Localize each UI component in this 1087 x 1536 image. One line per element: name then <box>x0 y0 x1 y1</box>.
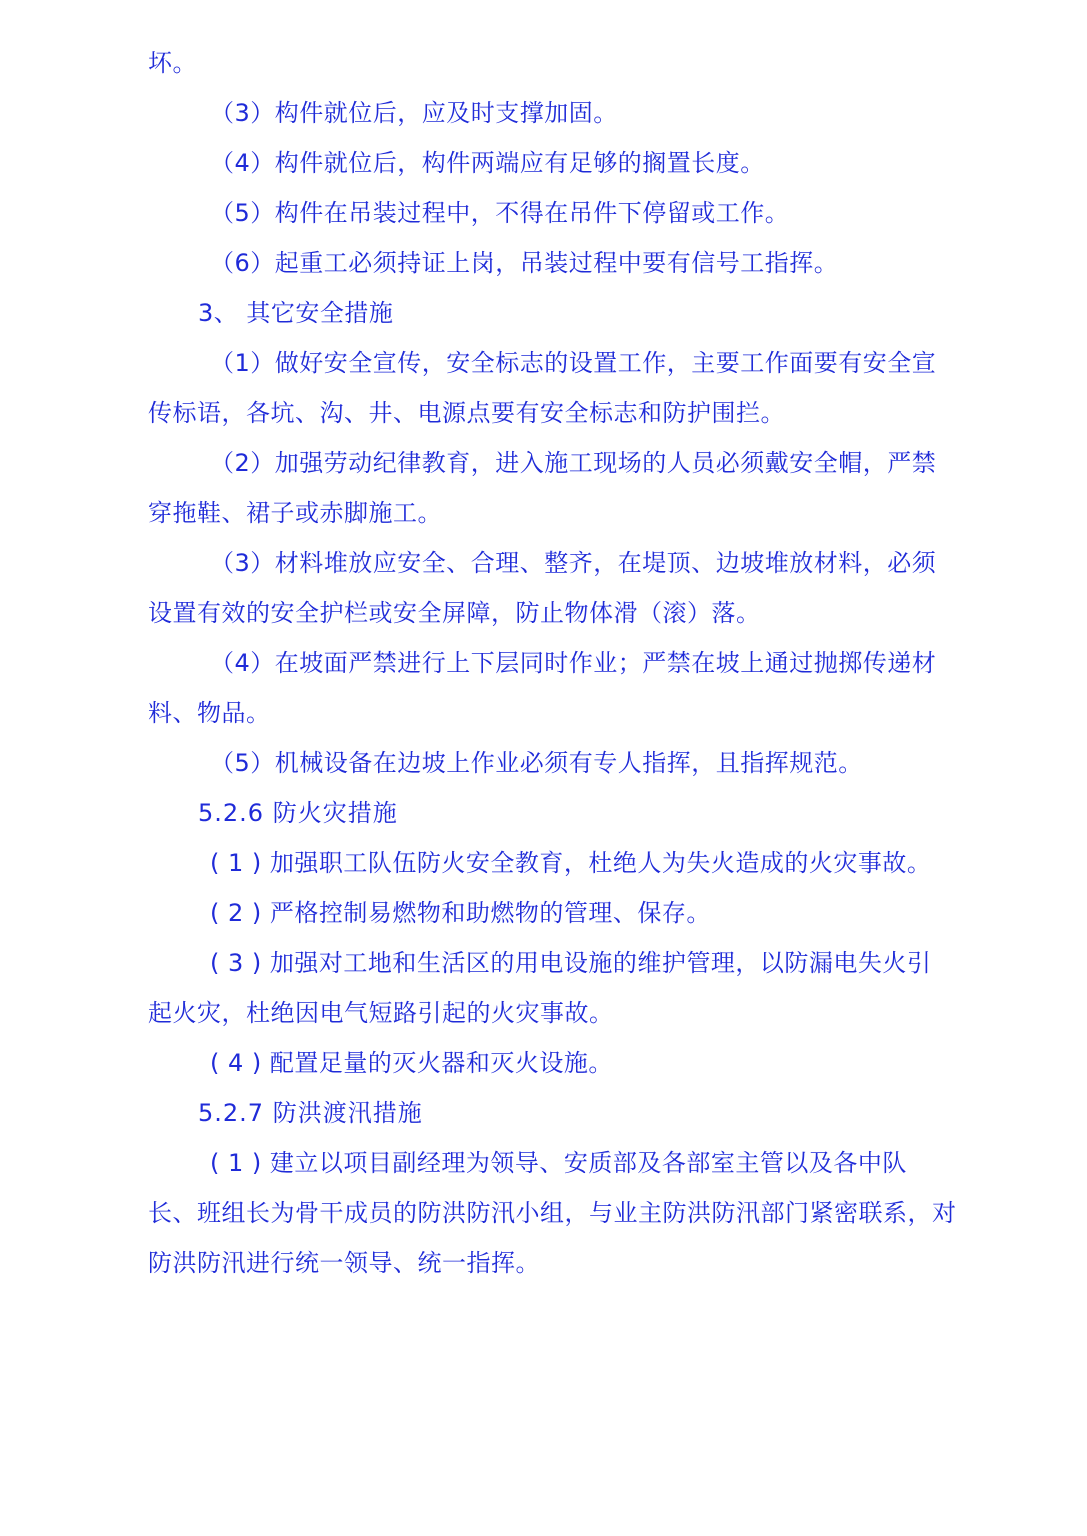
fire-item-1: ( 1 ) 加强职工队伍防火安全教育，杜绝人为失火造成的火灾事故。 <box>210 849 932 877</box>
paragraph-item-3: （3）构件就位后，应及时支撑加固。 <box>210 99 618 127</box>
paragraph-fragment: 坏。 <box>148 49 197 77</box>
paragraph-item-6: （6）起重工必须持证上岗，吊装过程中要有信号工指挥。 <box>210 249 839 277</box>
fire-item-4: ( 4 ) 配置足量的灭火器和灭火设施。 <box>210 1049 613 1077</box>
safety-item-1-line-2: 传标语，各坑、沟、井、电源点要有安全标志和防护围拦。 <box>148 399 785 427</box>
fire-item-2: ( 2 ) 严格控制易燃物和助燃物的管理、保存。 <box>210 899 711 927</box>
safety-item-3-line-1: （3）材料堆放应安全、合理、整齐，在堤顶、边坡堆放材料，必须 <box>210 549 937 577</box>
safety-item-1-line-1: （1）做好安全宣传，安全标志的设置工作，主要工作面要有安全宣 <box>210 349 937 377</box>
flood-item-1-line-2: 长、班组长为骨干成员的防洪防汛小组，与业主防洪防汛部门紧密联系，对 <box>148 1199 957 1227</box>
flood-item-1-line-1: ( 1 ) 建立以项目副经理为领导、安质部及各部室主管以及各中队 <box>210 1149 907 1177</box>
safety-item-3-line-2: 设置有效的安全护栏或安全屏障，防止物体滑（滚）落。 <box>148 599 761 627</box>
safety-item-2-line-1: （2）加强劳动纪律教育，进入施工现场的人员必须戴安全帽，严禁 <box>210 449 937 477</box>
paragraph-item-4: （4）构件就位后，构件两端应有足够的搁置长度。 <box>210 149 765 177</box>
safety-item-4-line-2: 料、物品。 <box>148 699 271 727</box>
section-heading-other-safety: 3、 其它安全措施 <box>198 299 394 327</box>
fire-item-3-line-1: ( 3 ) 加强对工地和生活区的用电设施的维护管理，以防漏电失火引 <box>210 949 932 977</box>
paragraph-item-5: （5）构件在吊装过程中，不得在吊件下停留或工作。 <box>210 199 790 227</box>
flood-item-1-line-3: 防洪防汛进行统一领导、统一指挥。 <box>148 1249 540 1277</box>
safety-item-2-line-2: 穿拖鞋、裙子或赤脚施工。 <box>148 499 442 527</box>
section-heading-flood-prevention: 5.2.7 防洪渡汛措施 <box>198 1099 423 1127</box>
section-heading-fire-prevention: 5.2.6 防火灾措施 <box>198 799 398 827</box>
fire-item-3-line-2: 起火灾，杜绝因电气短路引起的火灾事故。 <box>148 999 614 1027</box>
document-body <box>148 38 957 1288</box>
safety-item-5: （5）机械设备在边坡上作业必须有专人指挥，且指挥规范。 <box>210 749 863 777</box>
safety-item-4-line-1: （4）在坡面严禁进行上下层同时作业；严禁在坡上通过抛掷传递材 <box>210 649 937 677</box>
